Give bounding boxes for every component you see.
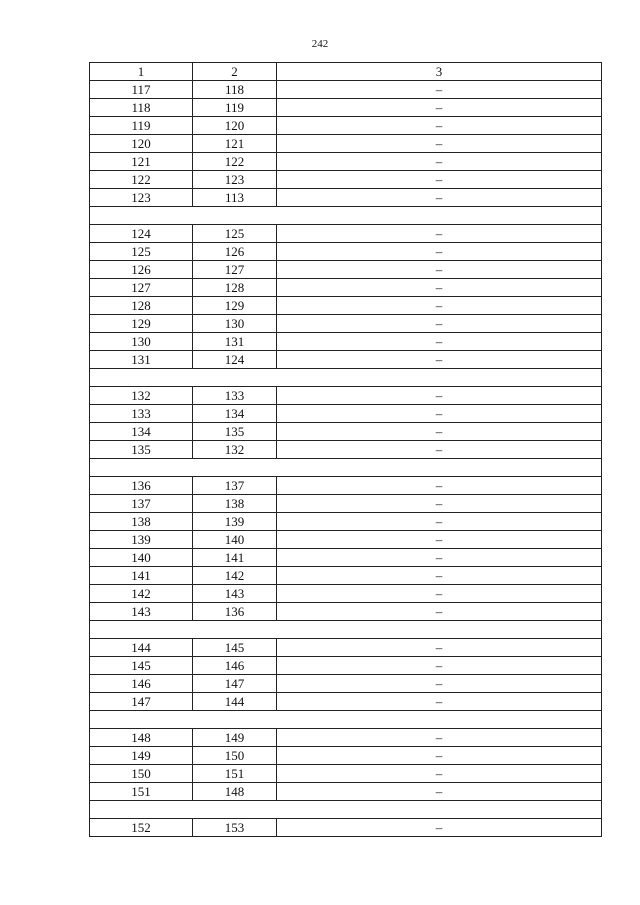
table-cell-col-2: 121 bbox=[193, 135, 277, 153]
separator-row bbox=[90, 711, 602, 729]
table-row bbox=[90, 495, 602, 513]
table-cell-col-1: 127 bbox=[90, 279, 193, 297]
table-row bbox=[90, 225, 602, 243]
table-cell-col-1: 121 bbox=[90, 153, 193, 171]
table-cell-col-3: – bbox=[277, 261, 602, 279]
table-cell-col-2: 113 bbox=[193, 189, 277, 207]
table-cell-col-3: – bbox=[277, 333, 602, 351]
table-cell-col-2: 130 bbox=[193, 315, 277, 333]
table-row bbox=[90, 99, 602, 117]
table-row bbox=[90, 477, 602, 495]
table-cell-col-2: 142 bbox=[193, 567, 277, 585]
table-cell-col-1: 130 bbox=[90, 333, 193, 351]
table-row bbox=[90, 549, 602, 567]
table-cell-col-2: 150 bbox=[193, 747, 277, 765]
table-cell-col-2: 149 bbox=[193, 729, 277, 747]
table-cell-col-1: 134 bbox=[90, 423, 193, 441]
table-cell-col-3: – bbox=[277, 477, 602, 495]
table-cell-col-2: 127 bbox=[193, 261, 277, 279]
table-cell-col-2: 137 bbox=[193, 477, 277, 495]
table-cell-col-3: – bbox=[277, 243, 602, 261]
table-cell-col-1: 123 bbox=[90, 189, 193, 207]
table-row bbox=[90, 297, 602, 315]
table-row bbox=[90, 423, 602, 441]
table-row bbox=[90, 657, 602, 675]
table-cell-col-1: 141 bbox=[90, 567, 193, 585]
table-cell-col-3: – bbox=[277, 765, 602, 783]
table-row bbox=[90, 531, 602, 549]
table-body bbox=[90, 63, 602, 837]
table-cell-col-3: – bbox=[277, 81, 602, 99]
table-row bbox=[90, 765, 602, 783]
separator-cell bbox=[90, 459, 602, 477]
table-cell-col-3: – bbox=[277, 153, 602, 171]
table-cell-col-1: 148 bbox=[90, 729, 193, 747]
table-cell-col-1: 152 bbox=[90, 819, 193, 837]
table-cell-col-2: 134 bbox=[193, 405, 277, 423]
table-cell-col-3: – bbox=[277, 639, 602, 657]
table-cell-col-2: 129 bbox=[193, 297, 277, 315]
table-row bbox=[90, 639, 602, 657]
table-cell-col-2: 124 bbox=[193, 351, 277, 369]
separator-cell bbox=[90, 801, 602, 819]
table-cell-col-3: – bbox=[277, 819, 602, 837]
table-cell-col-2: 136 bbox=[193, 603, 277, 621]
table-row bbox=[90, 603, 602, 621]
table-cell-col-3: – bbox=[277, 135, 602, 153]
table-row bbox=[90, 189, 602, 207]
table-cell-col-2: 143 bbox=[193, 585, 277, 603]
table-cell-col-3: – bbox=[277, 117, 602, 135]
table-row bbox=[90, 441, 602, 459]
table-cell-col-3: – bbox=[277, 351, 602, 369]
table-cell-col-3: – bbox=[277, 189, 602, 207]
table-cell-col-2: 123 bbox=[193, 171, 277, 189]
table-cell-col-2: 151 bbox=[193, 765, 277, 783]
table-cell-col-1: 146 bbox=[90, 675, 193, 693]
table-cell-col-2: 126 bbox=[193, 243, 277, 261]
table-cell-col-1: 144 bbox=[90, 639, 193, 657]
table-cell-col-1: 118 bbox=[90, 99, 193, 117]
table-cell-col-2: 146 bbox=[193, 657, 277, 675]
table-cell-col-1: 135 bbox=[90, 441, 193, 459]
table-cell-col-1: 151 bbox=[90, 783, 193, 801]
table-cell-col-1: 124 bbox=[90, 225, 193, 243]
table-cell-col-1: 133 bbox=[90, 405, 193, 423]
table-row bbox=[90, 729, 602, 747]
table-cell-col-1: 150 bbox=[90, 765, 193, 783]
separator-row bbox=[90, 621, 602, 639]
table-row bbox=[90, 693, 602, 711]
table-cell-col-2: 153 bbox=[193, 819, 277, 837]
column-header-3: 3 bbox=[277, 63, 602, 81]
table-cell-col-2: 141 bbox=[193, 549, 277, 567]
table-cell-col-2: 119 bbox=[193, 99, 277, 117]
coordinates-table bbox=[89, 62, 602, 837]
table-cell-col-1: 125 bbox=[90, 243, 193, 261]
table-row bbox=[90, 279, 602, 297]
table-row bbox=[90, 783, 602, 801]
table-cell-col-1: 132 bbox=[90, 387, 193, 405]
table-cell-col-1: 145 bbox=[90, 657, 193, 675]
table-cell-col-2: 144 bbox=[193, 693, 277, 711]
table-cell-col-1: 139 bbox=[90, 531, 193, 549]
table-cell-col-3: – bbox=[277, 567, 602, 585]
table-cell-col-2: 147 bbox=[193, 675, 277, 693]
table-cell-col-2: 131 bbox=[193, 333, 277, 351]
table-cell-col-1: 149 bbox=[90, 747, 193, 765]
table-cell-col-3: – bbox=[277, 99, 602, 117]
table-cell-col-1: 119 bbox=[90, 117, 193, 135]
table-header-row bbox=[90, 63, 602, 81]
table-row bbox=[90, 153, 602, 171]
table-cell-col-1: 120 bbox=[90, 135, 193, 153]
table-cell-col-1: 131 bbox=[90, 351, 193, 369]
table-row bbox=[90, 261, 602, 279]
table-cell-col-3: – bbox=[277, 603, 602, 621]
table-cell-col-3: – bbox=[277, 423, 602, 441]
table-cell-col-3: – bbox=[277, 729, 602, 747]
table-row bbox=[90, 567, 602, 585]
separator-cell bbox=[90, 207, 602, 225]
table-cell-col-3: – bbox=[277, 405, 602, 423]
table-cell-col-3: – bbox=[277, 783, 602, 801]
table-cell-col-3: – bbox=[277, 657, 602, 675]
table-cell-col-1: 140 bbox=[90, 549, 193, 567]
table-cell-col-3: – bbox=[277, 693, 602, 711]
table-cell-col-1: 117 bbox=[90, 81, 193, 99]
table-row bbox=[90, 675, 602, 693]
table-cell-col-2: 135 bbox=[193, 423, 277, 441]
table-cell-col-3: – bbox=[277, 315, 602, 333]
table-cell-col-3: – bbox=[277, 585, 602, 603]
table-cell-col-3: – bbox=[277, 495, 602, 513]
table-cell-col-1: 147 bbox=[90, 693, 193, 711]
column-header-1: 1 bbox=[90, 63, 193, 81]
table-row bbox=[90, 387, 602, 405]
table-cell-col-1: 142 bbox=[90, 585, 193, 603]
table-cell-col-2: 140 bbox=[193, 531, 277, 549]
table-cell-col-2: 125 bbox=[193, 225, 277, 243]
separator-row bbox=[90, 207, 602, 225]
table-cell-col-1: 136 bbox=[90, 477, 193, 495]
table-cell-col-2: 148 bbox=[193, 783, 277, 801]
table-cell-col-3: – bbox=[277, 675, 602, 693]
table-cell-col-1: 138 bbox=[90, 513, 193, 531]
table-row bbox=[90, 405, 602, 423]
table-cell-col-1: 128 bbox=[90, 297, 193, 315]
table-row bbox=[90, 513, 602, 531]
table-row bbox=[90, 117, 602, 135]
table-cell-col-2: 132 bbox=[193, 441, 277, 459]
table-cell-col-3: – bbox=[277, 549, 602, 567]
table-cell-col-1: 126 bbox=[90, 261, 193, 279]
table-cell-col-2: 118 bbox=[193, 81, 277, 99]
table-cell-col-3: – bbox=[277, 225, 602, 243]
table-cell-col-3: – bbox=[277, 171, 602, 189]
table-cell-col-3: – bbox=[277, 747, 602, 765]
column-header-2: 2 bbox=[193, 63, 277, 81]
table-row bbox=[90, 315, 602, 333]
table-row bbox=[90, 243, 602, 261]
separator-row bbox=[90, 459, 602, 477]
table-row bbox=[90, 585, 602, 603]
table-cell-col-3: – bbox=[277, 441, 602, 459]
table-cell-col-1: 137 bbox=[90, 495, 193, 513]
table-row bbox=[90, 171, 602, 189]
table-cell-col-3: – bbox=[277, 513, 602, 531]
table-row bbox=[90, 333, 602, 351]
table-cell-col-2: 133 bbox=[193, 387, 277, 405]
table-cell-col-3: – bbox=[277, 279, 602, 297]
table-cell-col-2: 145 bbox=[193, 639, 277, 657]
table-cell-col-2: 120 bbox=[193, 117, 277, 135]
separator-cell bbox=[90, 369, 602, 387]
table-cell-col-2: 139 bbox=[193, 513, 277, 531]
separator-row bbox=[90, 801, 602, 819]
page-number: 242 bbox=[311, 38, 329, 50]
separator-row bbox=[90, 369, 602, 387]
table-row bbox=[90, 819, 602, 837]
table-cell-col-1: 129 bbox=[90, 315, 193, 333]
table-cell-col-2: 122 bbox=[193, 153, 277, 171]
table-cell-col-3: – bbox=[277, 387, 602, 405]
table-cell-col-3: – bbox=[277, 531, 602, 549]
table-row bbox=[90, 81, 602, 99]
separator-cell bbox=[90, 621, 602, 639]
table-cell-col-1: 143 bbox=[90, 603, 193, 621]
table-row bbox=[90, 747, 602, 765]
table-cell-col-2: 128 bbox=[193, 279, 277, 297]
table-cell-col-1: 122 bbox=[90, 171, 193, 189]
separator-cell bbox=[90, 711, 602, 729]
table-cell-col-2: 138 bbox=[193, 495, 277, 513]
table-row bbox=[90, 351, 602, 369]
table-row bbox=[90, 135, 602, 153]
table-cell-col-3: – bbox=[277, 297, 602, 315]
